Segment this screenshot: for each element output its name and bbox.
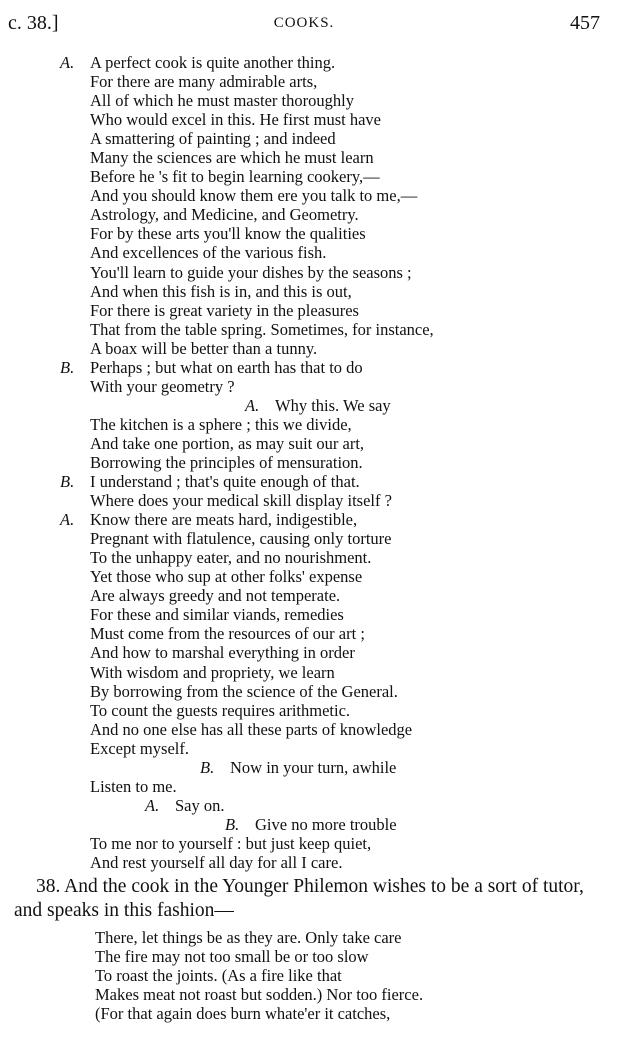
- verse-line: [0, 586, 630, 605]
- verse-text: Give no more trouble: [255, 814, 397, 834]
- verse-text: With your geometry ?: [90, 376, 235, 396]
- verse-text: Before he 's fit to begin learning cookery,—: [90, 167, 380, 187]
- verse-text: Must come from the resources of our art ;: [90, 624, 365, 644]
- quote-text: (For that again does burn whate'er it catches,: [95, 1004, 391, 1023]
- section-38-text: 38. And the cook in the Younger Philemon wishes to be a sort of tutor, and speaks in this fashion—: [14, 876, 584, 921]
- quote-line: [0, 966, 630, 985]
- verse-line: [0, 72, 630, 91]
- speaker-label: B.: [60, 357, 75, 377]
- verse-text: To me nor to yourself : but just keep quiet,: [90, 833, 372, 853]
- verse-line: [0, 548, 630, 567]
- verse-text: Say on.: [175, 795, 225, 815]
- quote-line: [0, 947, 630, 966]
- verse-text: Who would excel in this. He first must have: [90, 110, 381, 130]
- verse-line: [0, 396, 630, 415]
- verse-line: [0, 720, 630, 739]
- verse-text: A perfect cook is quite another thing.: [90, 53, 336, 72]
- quote-line: [0, 928, 630, 947]
- page-number: 457: [570, 12, 600, 34]
- verse-text: And rest yourself all day for all I care.: [90, 852, 343, 872]
- verse-text: Many the sciences are which he must learn: [90, 148, 374, 168]
- verse-line: [0, 148, 630, 167]
- verse-text: For these and similar viands, remedies: [90, 605, 344, 625]
- verse-text: And when this fish is in, and this is out,: [90, 281, 352, 301]
- quote-text: Makes meat not roast but sodden.) Nor too fierce.: [95, 985, 424, 1004]
- verse-line: [0, 643, 630, 662]
- verse-line: [0, 186, 630, 205]
- verse-line: [0, 472, 630, 491]
- verse-line: [0, 205, 630, 224]
- verse-text: Pregnant with flatulence, causing only torture: [90, 529, 392, 549]
- verse-line: [0, 282, 630, 301]
- verse-line: [0, 129, 630, 148]
- verse-line: [0, 758, 630, 777]
- verse-text: To count the guests requires arithmetic.: [90, 700, 351, 720]
- speaker-label: B.: [200, 757, 215, 777]
- verse-text: Except myself.: [90, 738, 189, 758]
- verse-line: [0, 567, 630, 586]
- verse-text: I understand ; that's quite enough of that.: [90, 472, 360, 492]
- verse-line: [0, 415, 630, 434]
- verse-line: [0, 796, 630, 815]
- verse-line: [0, 491, 630, 510]
- verse-line: [0, 263, 630, 282]
- verse-line: [0, 853, 630, 872]
- verse-text: The kitchen is a sphere ; this we divide,: [90, 414, 352, 434]
- verse-line: [0, 815, 630, 834]
- verse-text: Borrowing the principles of mensuration.: [90, 452, 363, 472]
- verse-text: You'll learn to guide your dishes by the seasons ;: [90, 262, 412, 282]
- verse-line: [0, 53, 630, 72]
- verse-line: [0, 834, 630, 853]
- quote-line: [0, 985, 630, 1004]
- verse-line: [0, 358, 630, 377]
- quote-text: The fire may not too small be or too slow: [95, 947, 369, 966]
- verse-line: [0, 739, 630, 758]
- verse-line: [0, 453, 630, 472]
- verse-text: And excellences of the various fish.: [90, 243, 327, 263]
- verse-line: [0, 529, 630, 548]
- verse-line: [0, 243, 630, 262]
- speaker-label: A.: [60, 53, 75, 72]
- verse-text: And you should know them ere you talk to me,—: [90, 186, 418, 206]
- section-paragraph: [14, 875, 614, 923]
- quoted-verse: [0, 928, 630, 1023]
- verse-line: [0, 339, 630, 358]
- verse-line: [0, 320, 630, 339]
- verse-line: [0, 377, 630, 396]
- verse-line: [0, 682, 630, 701]
- speaker-label: B.: [225, 814, 240, 834]
- verse-line: [0, 224, 630, 243]
- verse-text: All of which he must master thoroughly: [90, 91, 354, 111]
- verse-line: [0, 167, 630, 186]
- verse-text: And no one else has all these parts of knowledge: [90, 719, 413, 739]
- verse-text: Listen to me.: [90, 776, 177, 796]
- speaker-label: A.: [245, 395, 260, 415]
- speaker-label: B.: [60, 472, 75, 492]
- verse-text: Now in your turn, awhile: [230, 757, 397, 777]
- verse-text: And take one portion, as may suit our art,: [90, 433, 365, 453]
- verse-text: And how to marshal everything in order: [90, 643, 355, 663]
- verse-text: Yet those who sup at other folks' expense: [90, 567, 363, 587]
- verse-line: [0, 777, 630, 796]
- verse-text: Astrology, and Medicine, and Geometry.: [90, 205, 359, 225]
- verse-text: Perhaps ; but what on earth has that to do: [90, 357, 363, 377]
- verse-text: With wisdom and propriety, we learn: [90, 662, 335, 682]
- verse-line: [0, 624, 630, 643]
- verse-text: Why this. We say: [275, 395, 391, 415]
- verse-text: For there are many admirable arts,: [90, 72, 318, 92]
- section-reference: c. 38.]: [8, 12, 59, 34]
- verse-line: [0, 434, 630, 453]
- running-header: [8, 12, 600, 38]
- speaker-label: A.: [60, 510, 75, 530]
- verse-line: [0, 510, 630, 529]
- speaker-label: A.: [145, 795, 160, 815]
- verse-text: To the unhappy eater, and no nourishment.: [90, 548, 372, 568]
- verse-line: [0, 605, 630, 624]
- running-title: COOKS.: [273, 15, 335, 31]
- quote-line: [0, 1004, 630, 1023]
- verse-text: Where does your medical skill display itself ?: [90, 491, 392, 511]
- verse-text: For there is great variety in the pleasures: [90, 300, 359, 320]
- verse-text: That from the table spring. Sometimes, for instance,: [90, 319, 434, 339]
- quote-text: To roast the joints. (As a fire like that: [95, 966, 342, 985]
- verse-line: [0, 110, 630, 129]
- verse-text: By borrowing from the science of the General.: [90, 681, 398, 701]
- dialogue-verse: [0, 53, 630, 872]
- verse-text: Are always greedy and not temperate.: [90, 586, 341, 606]
- verse-text: A boax will be better than a tunny.: [90, 338, 318, 358]
- verse-text: For by these arts you'll know the qualities: [90, 224, 366, 244]
- verse-line: [0, 91, 630, 110]
- verse-line: [0, 301, 630, 320]
- verse-text: A smattering of painting ; and indeed: [90, 129, 336, 149]
- verse-line: [0, 663, 630, 682]
- verse-line: [0, 701, 630, 720]
- quote-text: There, let things be as they are. Only take care: [95, 928, 402, 947]
- verse-text: Know there are meats hard, indigestible,: [90, 510, 358, 530]
